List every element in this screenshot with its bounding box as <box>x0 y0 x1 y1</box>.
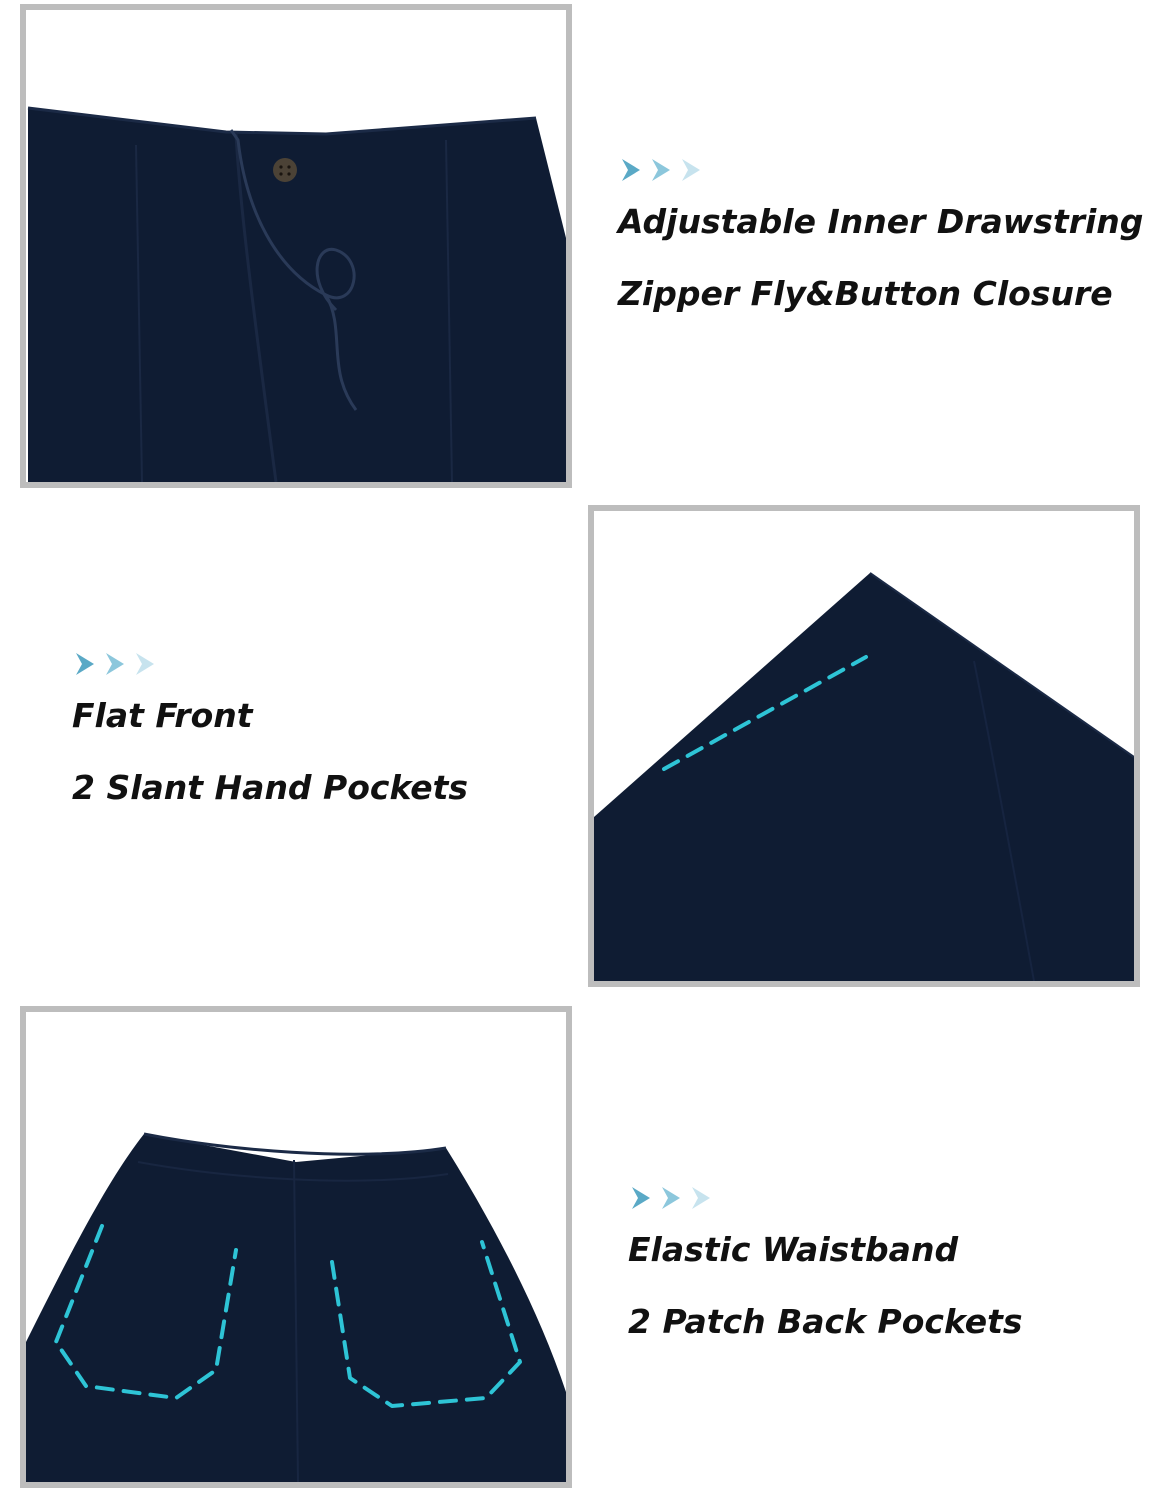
feature-line-drawstring: Adjustable Inner Drawstring <box>618 202 1144 241</box>
feature-line-patch-back-pockets: 2 Patch Back Pockets <box>628 1302 1023 1341</box>
back-pockets-photo <box>20 1006 572 1488</box>
feature-line-zipper-button: Zipper Fly&Button Closure <box>618 274 1113 313</box>
triple-chevron-icon <box>628 1184 1023 1212</box>
waistband-front-photo <box>20 4 572 488</box>
feature-drawstring-closure <box>618 156 1143 314</box>
slant-pocket-illustration <box>594 511 1134 981</box>
feature-line-flat-front: Flat Front <box>72 696 253 735</box>
feature-waistband-back-pockets <box>628 1184 1023 1342</box>
triple-chevron-icon <box>72 650 468 678</box>
back-pockets-illustration <box>26 1012 566 1482</box>
feature-flat-front-pockets <box>72 650 468 808</box>
waistband-front-illustration <box>26 10 566 482</box>
slant-pocket-photo <box>588 505 1140 987</box>
feature-line-slant-pockets: 2 Slant Hand Pockets <box>72 768 469 807</box>
triple-chevron-icon <box>618 156 1143 184</box>
feature-line-elastic-waistband: Elastic Waistband <box>628 1230 959 1269</box>
